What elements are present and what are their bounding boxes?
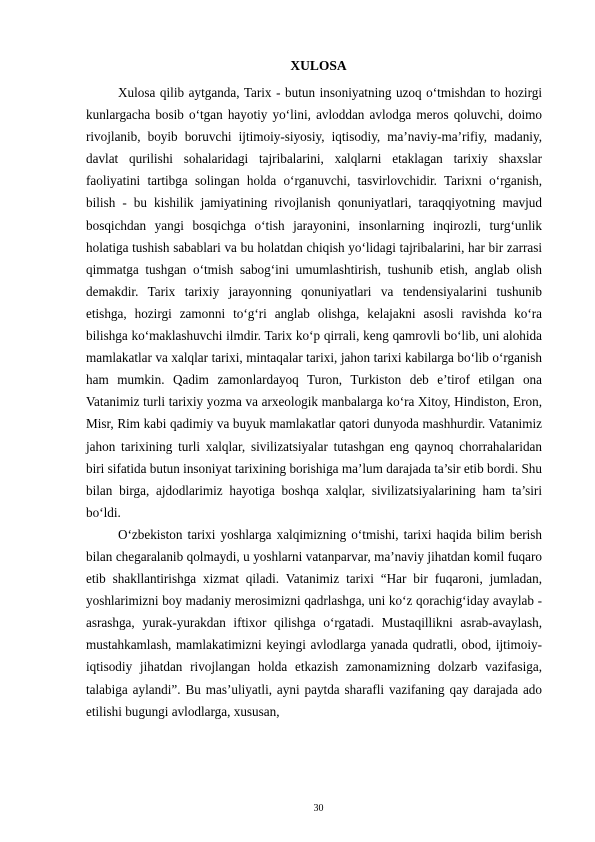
paragraph-2: O‘zbekiston tarixi yoshlarga xalqimizning o‘tmishi, tarixi haqida bilim berish bilan chegaralanib qolmaydi, u yoshlarni vatanparvar, ma’naviy jihatdan komil fuqaro etib shakllantirishga xizmat qiladi. Vatanimiz tarixi “Har bir fuqaroni, jumladan, yoshlarimizni boy madaniy merosimizni qadrlashga, uni ko‘z qorachig‘iday avaylab - asrashga, yurak-yurakdan iftixor qilishga o‘rgatadi. Mustaqillikni asrab-avaylash, mustahkamlash, mamlakatimizni keyingi avlodlarga yanada qudratli, obod, ijtimoiy-iqtisodiy jihatdan rivojlangan holda etkazish zamonamizning dolzarb vazifasiga, talabiga aylandi”. Bu mas’uliyatli, ayni paytda sharafli vazifaning qay darajada ado etilishi bugungi avlodlarga, xususan, — [86, 526, 542, 719]
paragraph-1: Xulosa qilib aytganda, Tarix - butun insoniyatning uzoq o‘tmishdan to hozirgi kunlargacha bosib o‘tgan hayotiy yo‘lini, avloddan avlodga meros qoluvchi, doimo rivojlanib, boyib boruvchi ijtimoiy-siyosiy, iqtisodiy, ma’naviy-ma’rifiy, madaniy, davlat qurilishi sohalaridagi tajribalarini, xalqlarni etaklagan tarixiy shaxslar faoliyatini tartibga solingan holda o‘rganuvchi, tasvirlovchidir. Tarixni o‘rganish, bilish - bu kishilik jamiyatining rivojlanish qonuniyatlari, taraqqiyotning mavjud bosqichdan yangi bosqichga o‘tish jarayonini, insonlarning inqirozli, turg‘unlik holatiga tushish sabablari va bu holatdan chiqish yo‘lidagi tajribalarini, har bir zarrasi qimmatga tushgan o‘tmish sabog‘ini umumlashtirish, tushunib etish, anglab olish demakdir. Tarix tarixiy jarayonning qonuniyatlari va tendensiyalarini tushunib etishga, hozirgi zamonni to‘g‘ri anglab olishga, kelajakni asosli ravishda ko‘ra bilishga ko‘maklashuvchi ilmdir. Tarix ko‘p qirrali, keng qamrovli bo‘lib, uni alohida mamlakatlar va xalqlar tarixi, mintaqalar tarixi, jahon tarixi kabilarga bo‘lib o‘rganish ham mumkin. Qadim zamonlardayoq Turon, Turkiston deb e’tirof etilgan ona Vatanimiz turli tarixiy yozma va arxeologik manbalarga ko‘ra Xitoy, Hindiston, Eron, Misr, Rim kabi qadimiy va buyuk mamlakatlar qatori dunyoda mashhurdir. Vatanimiz jahon tarixining turli xalqlar, sivilizatsiyalar tutashgan eng qaynoq chorrahalaridan biri sifatida butun insoniyat tarixining borishiga ma’lum darajada ta’sir etib bordi. Shu bilan birga, ajdodlarimiz hayotiga boshqa xalqlar, sivilizatsiyalarining ham ta’siri bo‘ldi. — [86, 85, 542, 520]
page-number: 30 — [313, 803, 324, 814]
section-title: XULOSA — [290, 58, 347, 73]
body-text — [86, 82, 542, 723]
